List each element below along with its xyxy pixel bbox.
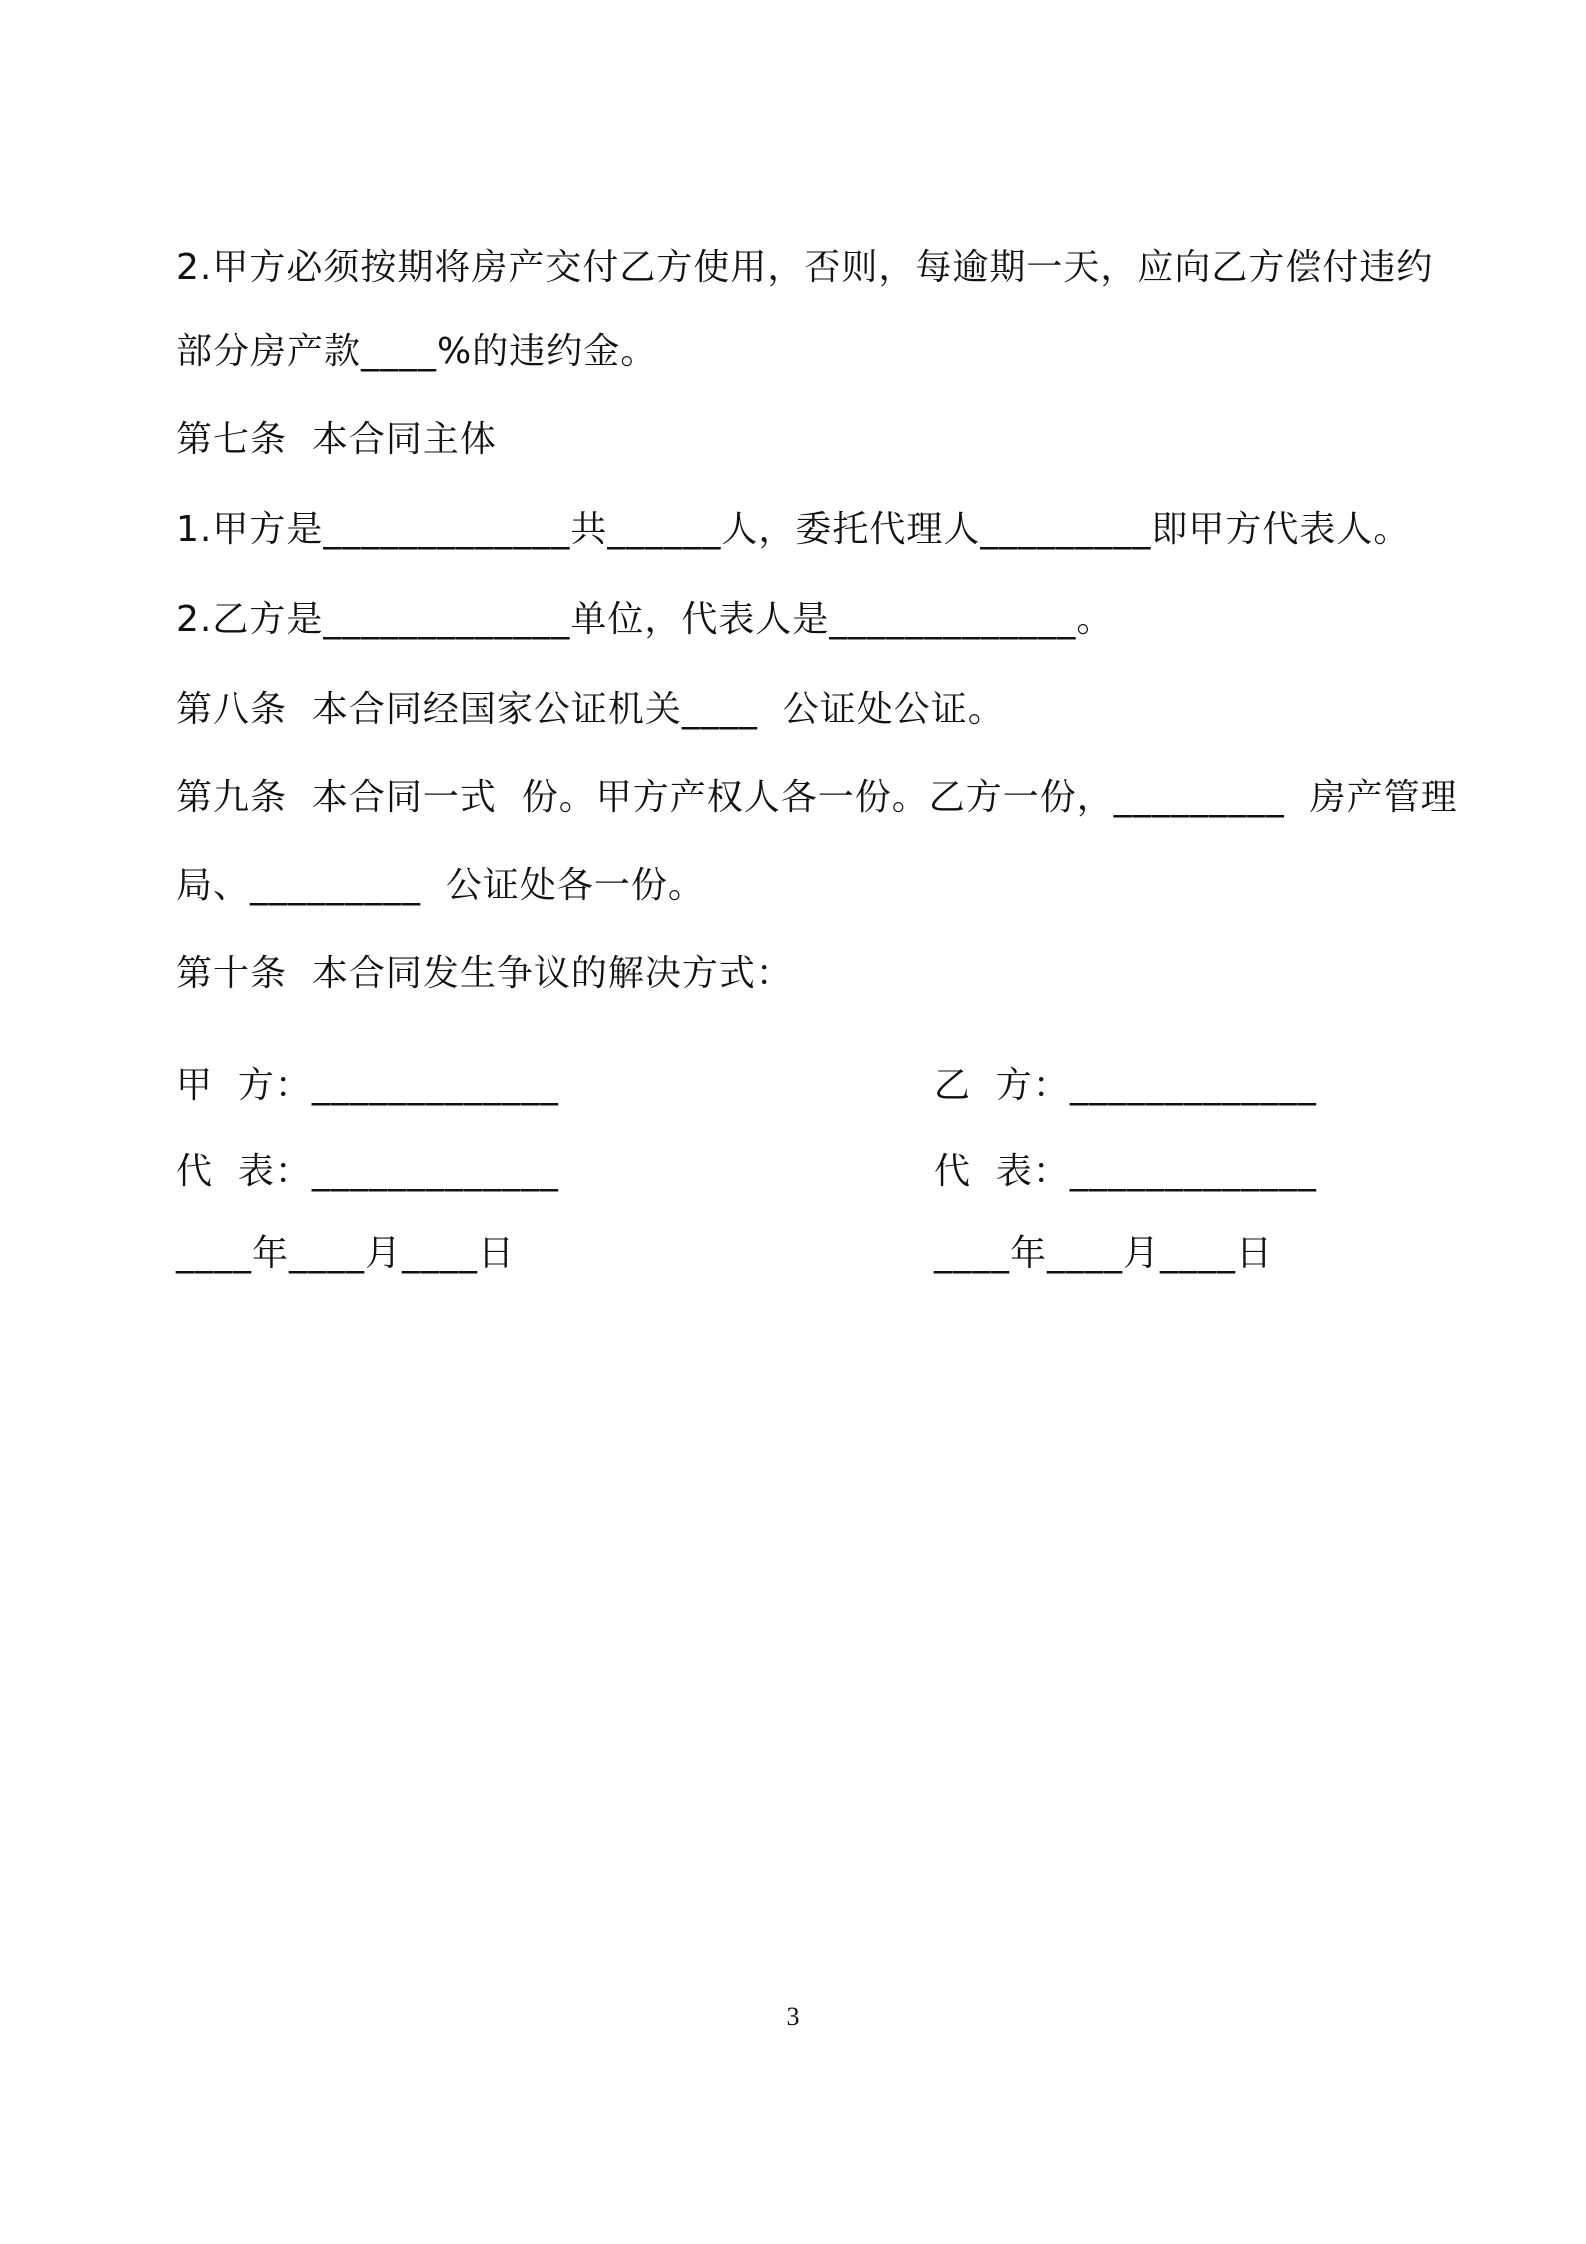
clause-10-heading: 第十条 本合同发生争议的解决方式： xyxy=(176,953,793,994)
clause-9-line-1: 第九条 本合同一式 份。甲方产权人各一份。乙方一份，_________ 房产管理 xyxy=(176,777,1458,818)
party-a-date-line: ____年____月____日 xyxy=(176,1233,516,1274)
page-number: 3 xyxy=(786,2002,800,2031)
clause-7-item-2: 2.乙方是_____________单位，代表人是_____________。 xyxy=(176,599,1114,640)
party-b-signature-line: 乙 方：_____________ xyxy=(934,1065,1317,1106)
clause-6-item-2-line-2: 部分房产款____%的违约金。 xyxy=(176,331,658,372)
clause-8: 第八条 本合同经国家公证机关____ 公证处公证。 xyxy=(176,689,1005,730)
party-a-representative-line: 代 表：_____________ xyxy=(176,1151,559,1192)
clause-6-item-2-line-1: 2.甲方必须按期将房产交付乙方使用，否则，每逾期一天，应向乙方偿付违约 xyxy=(176,247,1434,288)
clause-7-item-1: 1.甲方是_____________共______人，委托代理人_________即甲方代表人。 xyxy=(176,509,1411,550)
clause-7-heading: 第七条 本合同主体 xyxy=(176,419,497,460)
party-b-representative-line: 代 表：_____________ xyxy=(934,1151,1317,1192)
clause-9-line-2: 局、_________ 公证处各一份。 xyxy=(176,865,705,906)
party-b-date-line: ____年____月____日 xyxy=(934,1233,1274,1274)
party-a-signature-line: 甲 方：_____________ xyxy=(176,1065,559,1106)
